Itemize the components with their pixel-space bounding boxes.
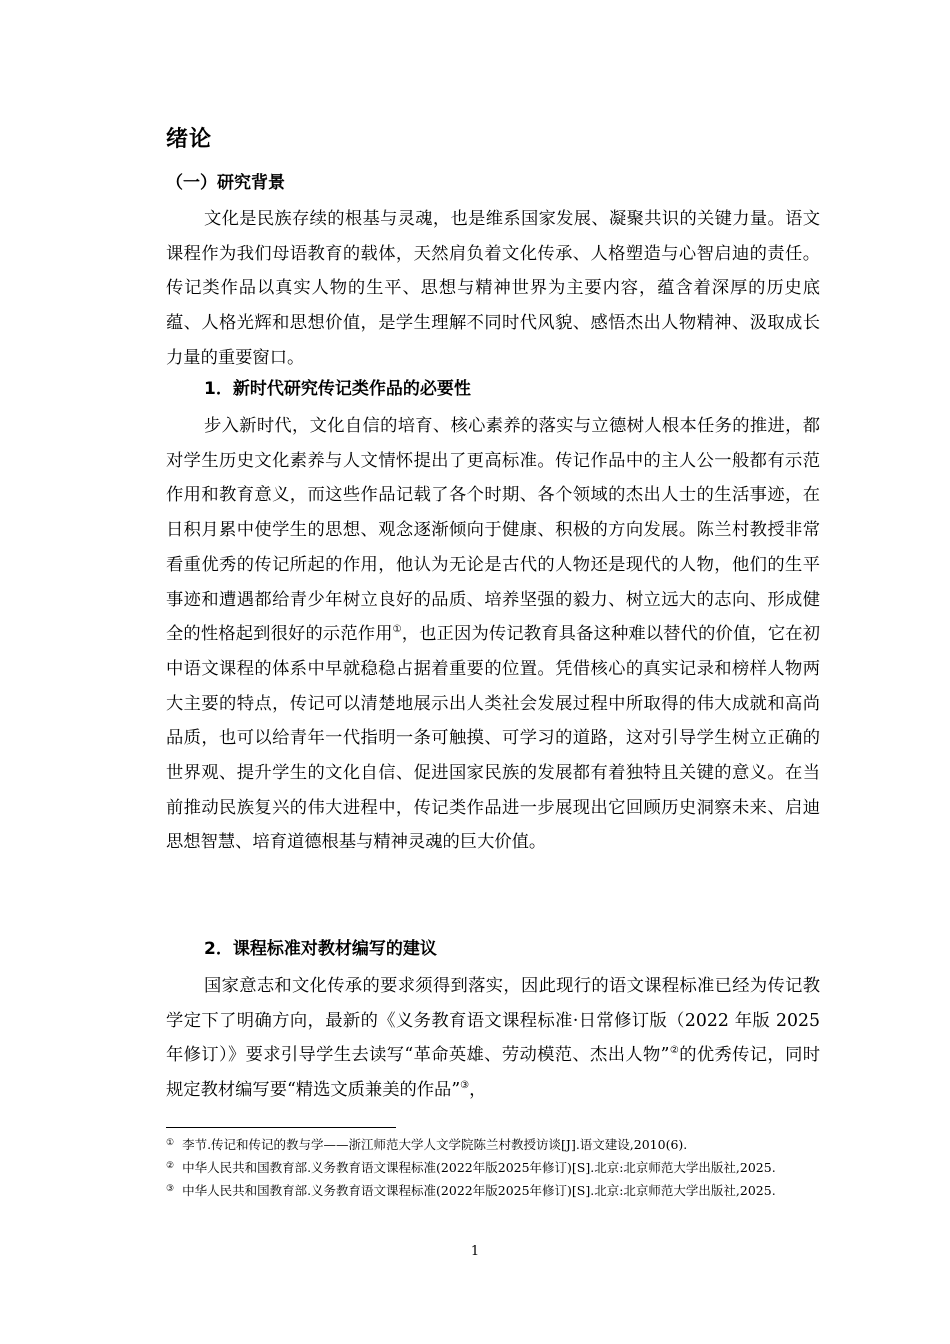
footnote-2	[166, 1159, 816, 1176]
curriculum-text-part-3: ，	[469, 1080, 487, 1101]
subheading-curriculum-standard: 2．课程标准对教材编写的建议	[204, 939, 437, 959]
footnote-mark: ②	[166, 1161, 175, 1171]
curriculum-text-part-1: 国家意志和文化传承的要求须得到落实，因此现行的语文课程标准已经为传记教学定下了明确方向，最新的《义务教育语文课程标准·日常修订版（2022 年版 2025 年修订）》要求引导学生去读写“革命英雄、劳动模范、杰出人物”	[166, 976, 820, 1066]
footnote-separator	[166, 1127, 396, 1128]
subheading-necessity: 1．新时代研究传记类作品的必要性	[204, 379, 471, 399]
footnote-ref-2[interactable]: ②	[669, 1045, 680, 1057]
footnote-mark: ③	[166, 1184, 175, 1194]
necessity-text-part-2: ，也正因为传记教育具备这种难以替代的价值，它在初中语文课程的体系中早就稳稳占据着重要的位置。凭借核心的真实记录和榜样人物两大主要的特点，传记可以清楚地展示出人类社会发展过程中所取得的伟大成就和高尚品质，也可以给青年一代指明一条可触摸、可学习的道路，这对引导学生树立正确的世界观、提升学生的文化自信、促进国家民族的发展都有着独特且关键的意义。在当前推动民族复兴的伟大进程中，传记类作品进一步展现出它回顾历史洞察未来、启迪思想智慧、培育道德根基与精神灵魂的巨大价值。	[166, 624, 820, 853]
curriculum-text-part-2: 的优秀传记，同时规定教材编写要“精选文质兼美的作品”	[166, 1045, 820, 1101]
footnote-text: 中华人民共和国教育部.义务教育语文课程标准(2022年版2025年修订)[S].北京:北京师范大学出版社,2025.	[182, 1183, 776, 1198]
footnote-ref-1[interactable]: ①	[392, 624, 402, 636]
curriculum-paragraph	[166, 969, 820, 1108]
intro-paragraph: 文化是民族存续的根基与灵魂，也是维系国家发展、凝聚共识的关键力量。语文课程作为我们母语教育的载体，天然肩负着文化传承、人格塑造与心智启迪的责任。传记类作品以真实人物的生平、思想与精神世界为主要内容，蕴含着深厚的历史底蕴、人格光辉和思想价值，是学生理解不同时代风貌、感悟杰出人物精神、汲取成长力量的重要窗口。	[166, 209, 820, 368]
footnote-mark: ①	[166, 1138, 175, 1148]
footnote-1	[166, 1136, 816, 1153]
necessity-paragraph	[166, 409, 820, 860]
page-number: 1	[470, 1244, 480, 1259]
footnotes	[166, 1136, 816, 1205]
section-heading: （一）研究背景	[166, 173, 285, 193]
footnote-ref-3[interactable]: ③	[460, 1080, 470, 1092]
necessity-text-part-1: 步入新时代，文化自信的培育、核心素养的落实与立德树人根本任务的推进，都对学生历史文化素养与人文情怀提出了更高标准。传记作品中的主人公一般都有示范作用和教育意义，而这些作品记载了各个时期、各个领域的杰出人士的生活事迹，在日积月累中使学生的思想、观念逐渐倾向于健康、积极的方向发展。陈兰村教授非常看重优秀的传记所起的作用，他认为无论是古代的人物还是现代的人物，他们的生平事迹和遭遇都给青少年树立良好的品质、培养坚强的毅力、树立远大的志向、形成健全的性格起到很好的示范作用	[166, 416, 820, 645]
footnote-text: 李节.传记和传记的教与学——浙江师范大学人文学院陈兰村教授访谈[J].语文建设,2010(6).	[182, 1137, 688, 1152]
footnote-text: 中华人民共和国教育部.义务教育语文课程标准(2022年版2025年修订)[S].北京:北京师范大学出版社,2025.	[182, 1160, 776, 1175]
footnote-3	[166, 1182, 816, 1199]
chapter-title: 绪论	[166, 127, 213, 152]
